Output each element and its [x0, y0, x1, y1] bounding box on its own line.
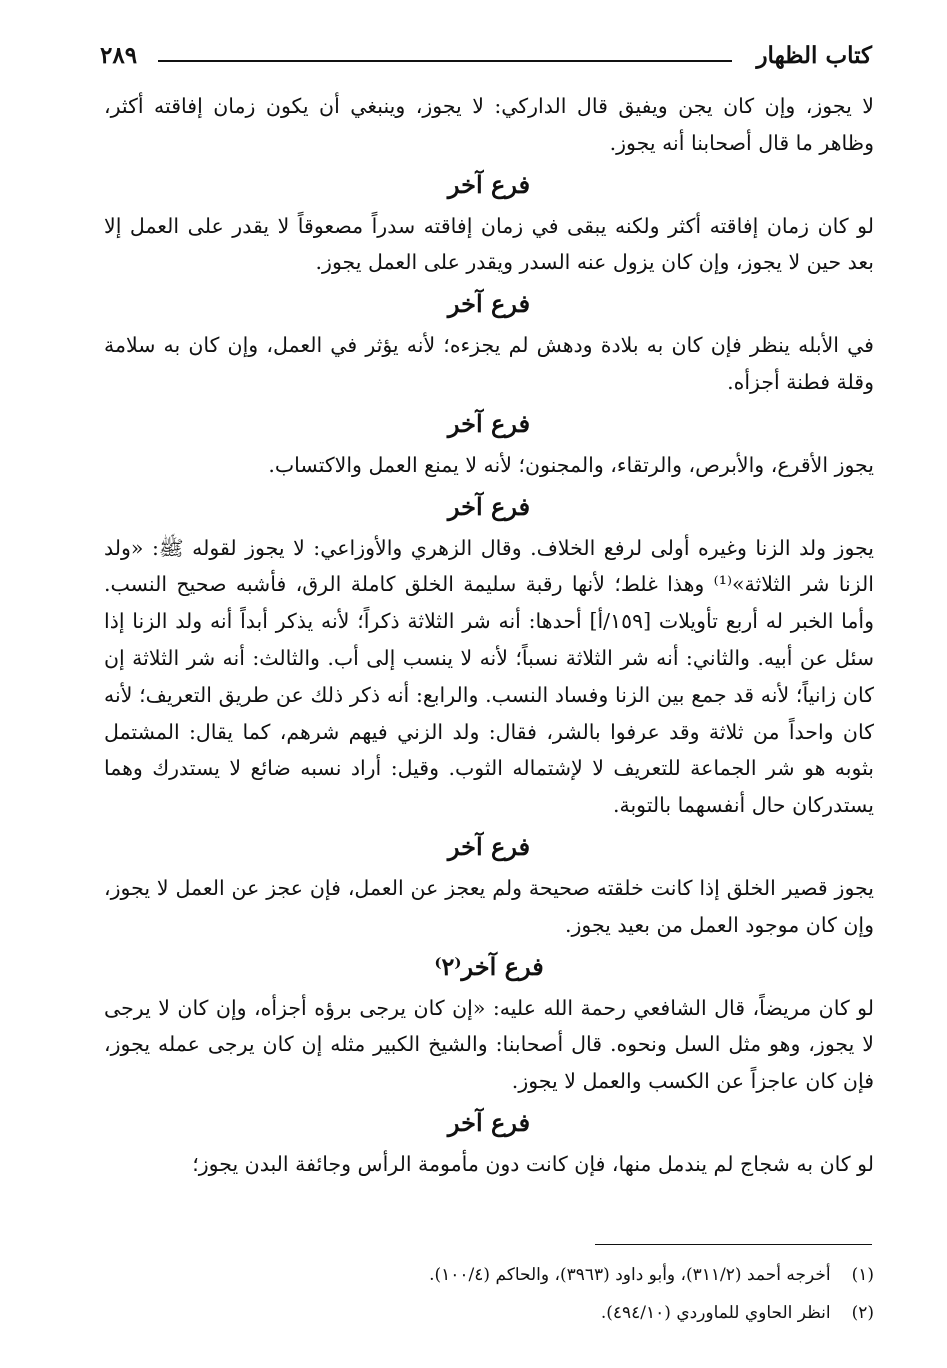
- footnote-text: أخرجه أحمد (٣١١/٢)، وأبو داود (٣٩٦٣)، والحاكم (١٠٠/٤).: [429, 1265, 831, 1285]
- section-heading: فرع آخر: [447, 289, 531, 319]
- body-paragraph: يجوز قصير الخلق إذا كانت خلقته صحيحة ولم يعجز عن العمل، فإن عجز عن العمل لا يجوز، وإن كان موجود العمل من بعيد يجوز.: [104, 875, 874, 937]
- body-paragraph: لو كان به شجاج لم يندمل منها، فإن كانت دون مأمومة الرأس وجائفة البدن يجوز؛: [192, 1151, 874, 1176]
- footnote: [104, 1294, 874, 1332]
- page-body: [104, 88, 874, 1183]
- footnote-separator: [595, 1244, 872, 1245]
- page-number: ٢٨٩: [100, 42, 138, 69]
- section-heading: فرع آخر: [447, 408, 531, 438]
- footnote-number: (٢): [851, 1303, 874, 1323]
- header-rule: [158, 60, 732, 62]
- section-heading: فرع آخر: [447, 1107, 531, 1137]
- footnotes: [104, 1256, 874, 1332]
- book-title: كتاب الظهار: [756, 42, 872, 69]
- footnote: [104, 1256, 874, 1294]
- body-paragraph: لو كان زمان إفاقته أكثر ولكنه يبقى في زمان إفاقته سدراً مصعوقاً لا يقدر على العمل إلا بعد حين لا يجوز، وإن كان يزول عنه السدر ويقدر على العمل يجوز.: [104, 213, 874, 275]
- body-paragraph: لا يجوز، وإن كان يجن ويفيق قال الداركي: لا يجوز، وينبغي أن يكون زمان إفاقته أكثر، وظاهر ما قال أصحابنا أنه يجوز.: [104, 94, 874, 155]
- body-paragraph: يجوز الأقرع، والأبرص، والرتقاء، والمجنون؛ لأنه لا يمنع العمل والاكتساب.: [268, 452, 874, 477]
- body-paragraph: يجوز ولد الزنا وغيره أولى لرفع الخلاف. وقال الزهري والأوزاعي: لا يجوز لقوله ﷺ: «ولد الزنا شر الثلاثة»⁽¹⁾ وهذا غلط؛ لأنها رقبة سليمة الخلق كاملة الرق، فأشبه صحيح النسب. وأما الخبر له أربع تأويلات [١٥٩/أ] أحدها: أنه شر الثلاثة ذكراً؛ لأنه يذكر أبداً أنه ولد الزنا إذا سئل عن أبيه. والثاني: أنه شر الثلاثة نسباً؛ لأنه لا ينسب إلى أب. والثالث: أنه شر الثلاثة إن كان زانياً؛ لأنه قد جمع بين الزنا وفساد النسب. والرابع: أنه ذكر ذلك عن طريق التعريف؛ لأنه كان واحداً من ثلاثة وقد عرفوا بالشر، فقال: ولد الزني فيهم شرهم، كما يقال: المشتمل بثوبه هو شر الجماعة للتعريف لا لإشتماله الثوب. وقيل: أراد نسبه ضائع لا يستدرك وهما يستدركان حال أنفسهما بالتوبة.: [104, 535, 874, 818]
- body-paragraph: لو كان مريضاً، قال الشافعي رحمة الله عليه: «إن كان يرجى برؤه أجزأه، وإن كان لا يرجى لا يجوز، وهو مثل السل ونحوه. قال أصحابنا: والشيخ الكبير مثله إن كان يرجى عمله يجوز، فإن كان عاجزاً عن الكسب والعمل لا يجوز.: [104, 995, 874, 1094]
- section-heading: فرع آخر: [447, 169, 531, 199]
- running-header: [100, 40, 872, 80]
- footnote-text: انظر الحاوي للماوردي (٤٩٤/١٠).: [600, 1303, 831, 1323]
- body-paragraph: في الأبله ينظر فإن كان به بلادة ودهش لم يجزءه؛ لأنه يؤثر في العمل، وإن كان به سلامة وقلة فطنة أجزأه.: [104, 333, 874, 394]
- section-heading: فرع آخر: [447, 831, 531, 861]
- section-heading: فرع آخر⁽٢⁾: [434, 951, 544, 981]
- footnote-number: (١): [851, 1265, 874, 1285]
- section-heading: فرع آخر: [447, 491, 531, 521]
